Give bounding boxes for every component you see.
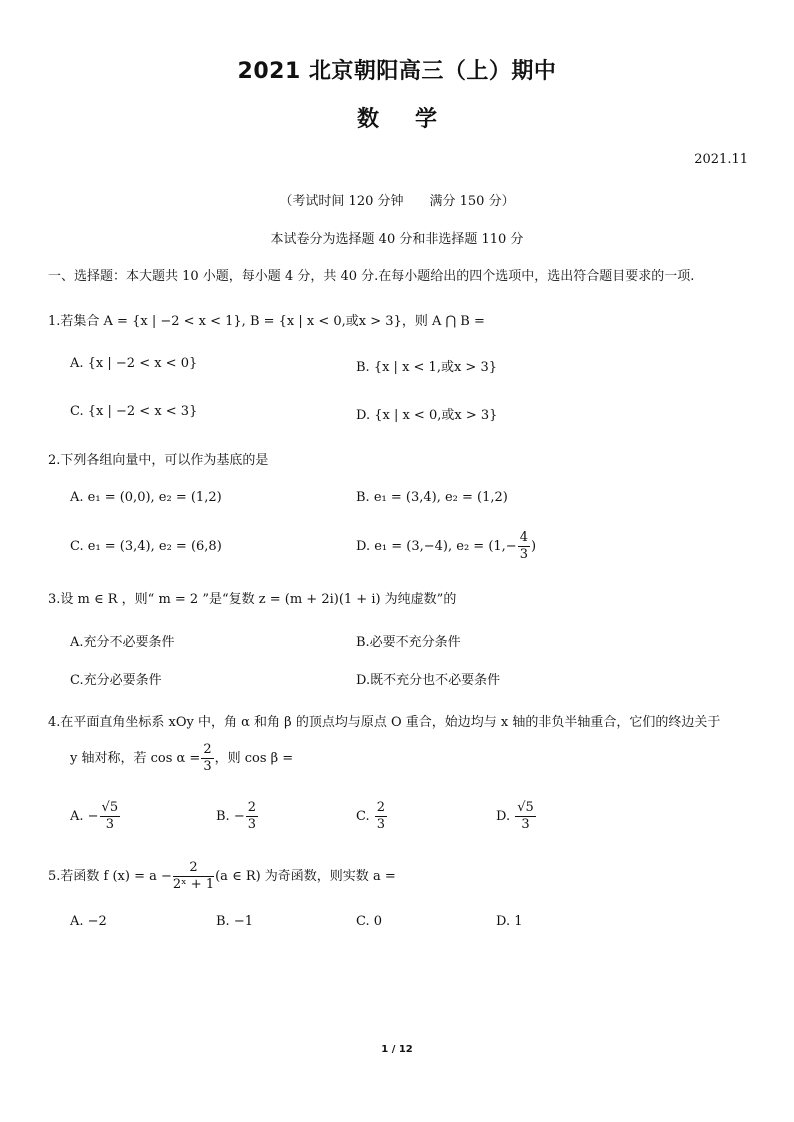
question-5-option-a: A. −2 — [70, 914, 107, 929]
question-5-option-d: D. 1 — [496, 914, 523, 929]
question-4-stem-pre: y 轴对称，若 cos α = — [70, 751, 201, 766]
question-5-stem-post: (a ∈ R) 为奇函数，则实数 a = — [215, 869, 396, 884]
question-1-option-a: A. {x | −2 < x < 0} — [70, 356, 198, 371]
page-number: 1 / 12 — [381, 1044, 413, 1055]
question-5-stem-pre: 5.若函数 f (x) = a − — [48, 869, 172, 884]
question-1-option-c: C. {x | −2 < x < 3} — [70, 404, 198, 419]
exam-date: 2021.11 — [694, 152, 748, 167]
question-2-option-d-text: D. e₁ = (3,−4), e₂ = (1,− — [356, 539, 517, 554]
question-2-option-b: B. e₁ = (3,4), e₂ = (1,2) — [356, 490, 508, 505]
question-4-option-b: B. − $\frac{2}{3}$ — [216, 800, 256, 832]
fraction-two-thirds: $\frac{2}{3}$ — [203, 742, 212, 774]
question-1-option-b: B. {x | x < 1,或x > 3} — [356, 360, 497, 375]
question-5-option-b: B. −1 — [216, 914, 253, 929]
question-3-option-d: D.既不充分也不必要条件 — [356, 673, 501, 688]
question-3-option-a: A.充分不必要条件 — [70, 635, 175, 650]
question-2-option-a: A. e₁ = (0,0), e₂ = (1,2) — [70, 490, 222, 505]
fraction-four-thirds: $\frac{4}{3}$ — [519, 530, 528, 562]
exam-title: 2021 北京朝阳高三（上）期中 — [237, 59, 557, 84]
question-1-stem: 1.若集合 A = {x | −2 < x < 1}, B = {x | x < 0,或x > 3}，则 A ⋂ B = — [48, 314, 485, 329]
question-2-option-d: D. e₁ = (3,−4), e₂ = (1,− $\frac{4}{3}$ ) — [356, 530, 537, 562]
score-info: 本试卷分为选择题 40 分和非选择题 110 分 — [270, 232, 524, 247]
subject-char-2: 学 — [415, 107, 438, 132]
question-4-option-d: D. $\frac{√5}{3}$ — [496, 800, 534, 832]
fraction-two-over-exp: $\frac{2}{\text{2ˣ + 1}}$ — [172, 860, 215, 892]
question-3-option-b: B.必要不充分条件 — [356, 635, 461, 650]
exam-info: （考试时间 120 分钟 满分 150 分） — [279, 194, 515, 209]
question-4-stem-line-2 — [70, 742, 293, 775]
question-1-option-d: D. {x | x < 0,或x > 3} — [356, 408, 498, 423]
question-3-option-c: C.充分必要条件 — [70, 673, 162, 688]
question-4-stem-post: ，则 cos β = — [214, 751, 294, 766]
question-4-stem: 4.在平面直角坐标系 xOy 中，角 α 和角 β 的顶点均与原点 O 重合，始边均与 x 轴的非负半轴重合，它们的终边关于 — [48, 715, 721, 730]
question-2-option-c: C. e₁ = (3,4), e₂ = (6,8) — [70, 539, 222, 554]
question-4-option-c: C. $\frac{2}{3}$ — [356, 800, 386, 832]
section-instruction: 一、选择题：本大题共 10 小题，每小题 4 分，共 40 分.在每小题给出的四个选项中，选出符合题目要求的一项. — [48, 269, 695, 284]
question-5-stem — [48, 860, 396, 893]
question-2-stem: 2.下列各组向量中，可以作为基底的是 — [48, 453, 269, 468]
question-3-stem: 3.设 m ∈ R ，则“ m = 2 ”是“复数 z = (m + 2i)(1 + i) 为纯虚数”的 — [48, 592, 457, 607]
question-5-option-c: C. 0 — [356, 914, 383, 929]
subject-char-1: 数 — [356, 107, 379, 132]
question-4-option-a: A. − $\frac{√5}{3}$ — [70, 800, 119, 832]
subject-title — [0, 102, 794, 133]
